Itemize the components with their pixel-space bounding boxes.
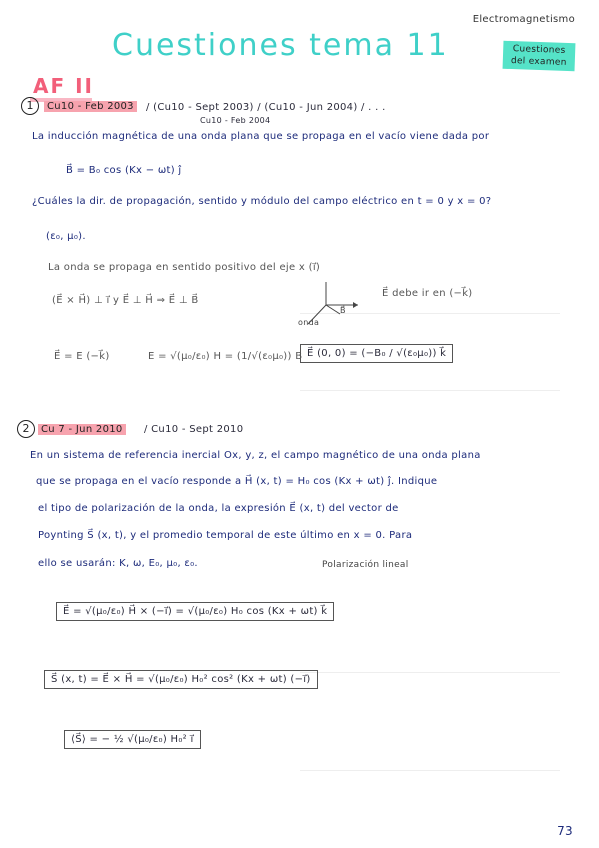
diagram-label-wave: onda [298,318,320,327]
q1-formula-b: B⃗ = B₀ cos (Kx − ωt) ĵ [66,165,182,176]
subject-label: Electromagnetismo [472,14,575,25]
q2-average-box: ⟨S⃗⟩ = − ½ √(μ₀/ε₀) H₀² i⃗ [64,730,201,749]
q1-answer-line: E⃗ = E (−k⃗) [54,351,110,362]
question-source-sub: Cu10 - Feb 2004 [200,116,271,125]
q1-statement-line: La inducción magnética de una onda plana que se propaga en el vacío viene dada por [32,131,490,142]
q2-statement-line: En un sistema de referencia inercial Ox, y, z, el campo magnético de una onda plana [30,450,481,461]
q1-result-box: E⃗ (0, 0) = (−B₀ / √(ε₀μ₀)) k⃗ [300,344,453,363]
faint-rule [300,390,560,391]
question-source-extra: / Cu10 - Sept 2010 [144,424,244,435]
q2-e-expression-box: E⃗ = √(μ₀/ε₀) H⃗ × (−i⃗) = √(μ₀/ε₀) H₀ cos (Kx + ωt) k⃗ [56,602,334,621]
polarization-note: Polarización lineal [322,560,409,570]
faint-rule [300,770,560,771]
exam-tag: Cuestiones del examen [503,41,576,71]
q1-answer-line: (E⃗ × H⃗) ⊥ i⃗ y E⃗ ⊥ H⃗ ⇒ E⃗ ⊥ B⃗ [52,295,199,306]
question-number: 2 [17,420,35,438]
q1-answer-line: La onda se propaga en sentido positivo del eje x (i⃗) [48,262,321,273]
q1-statement-line: ¿Cuáles la dir. de propagación, sentido y módulo del campo eléctrico en t = 0 y x = 0? [32,196,492,207]
diagram-label-b: B⃗ [340,306,346,315]
q2-poynting-box: S⃗ (x, t) = E⃗ × H⃗ = √(μ₀/ε₀) H₀² cos² (Kx + ωt) (−i⃗) [44,670,318,689]
q2-statement-line: el tipo de polarización de la onda, la expresión E⃗ (x, t) del vector de [38,503,399,514]
faint-rule [300,672,560,673]
question-source: Cu10 - Feb 2003 [44,101,137,112]
q2-statement-line: que se propaga en el vacío responde a H⃗ (x, t) = H₀ cos (Kx + ωt) ĵ. Indique [36,476,438,487]
q2-statement-line: Poynting S⃗ (x, t), y el promedio temporal de este último en x = 0. Para [38,530,413,541]
q2-statement-line: ello se usarán: K, ω, E₀, μ₀, ε₀. [38,558,198,569]
page-number: 73 [557,824,573,838]
question-source: Cu 7 - Jun 2010 [38,424,126,435]
q1-statement-line: (ε₀, μ₀). [46,231,86,242]
question-source-extra: / (Cu10 - Sept 2003) / (Cu10 - Jun 2004) / . . . [146,102,386,113]
page-title: Cuestiones tema 11 [112,28,449,63]
q1-answer-note: E⃗ debe ir en (−k⃗) [382,288,473,299]
section-label: AF II [33,74,94,98]
question-number: 1 [21,97,39,115]
q1-answer-line: E = √(μ₀/ε₀) H = (1/√(ε₀μ₀)) B [148,351,303,362]
